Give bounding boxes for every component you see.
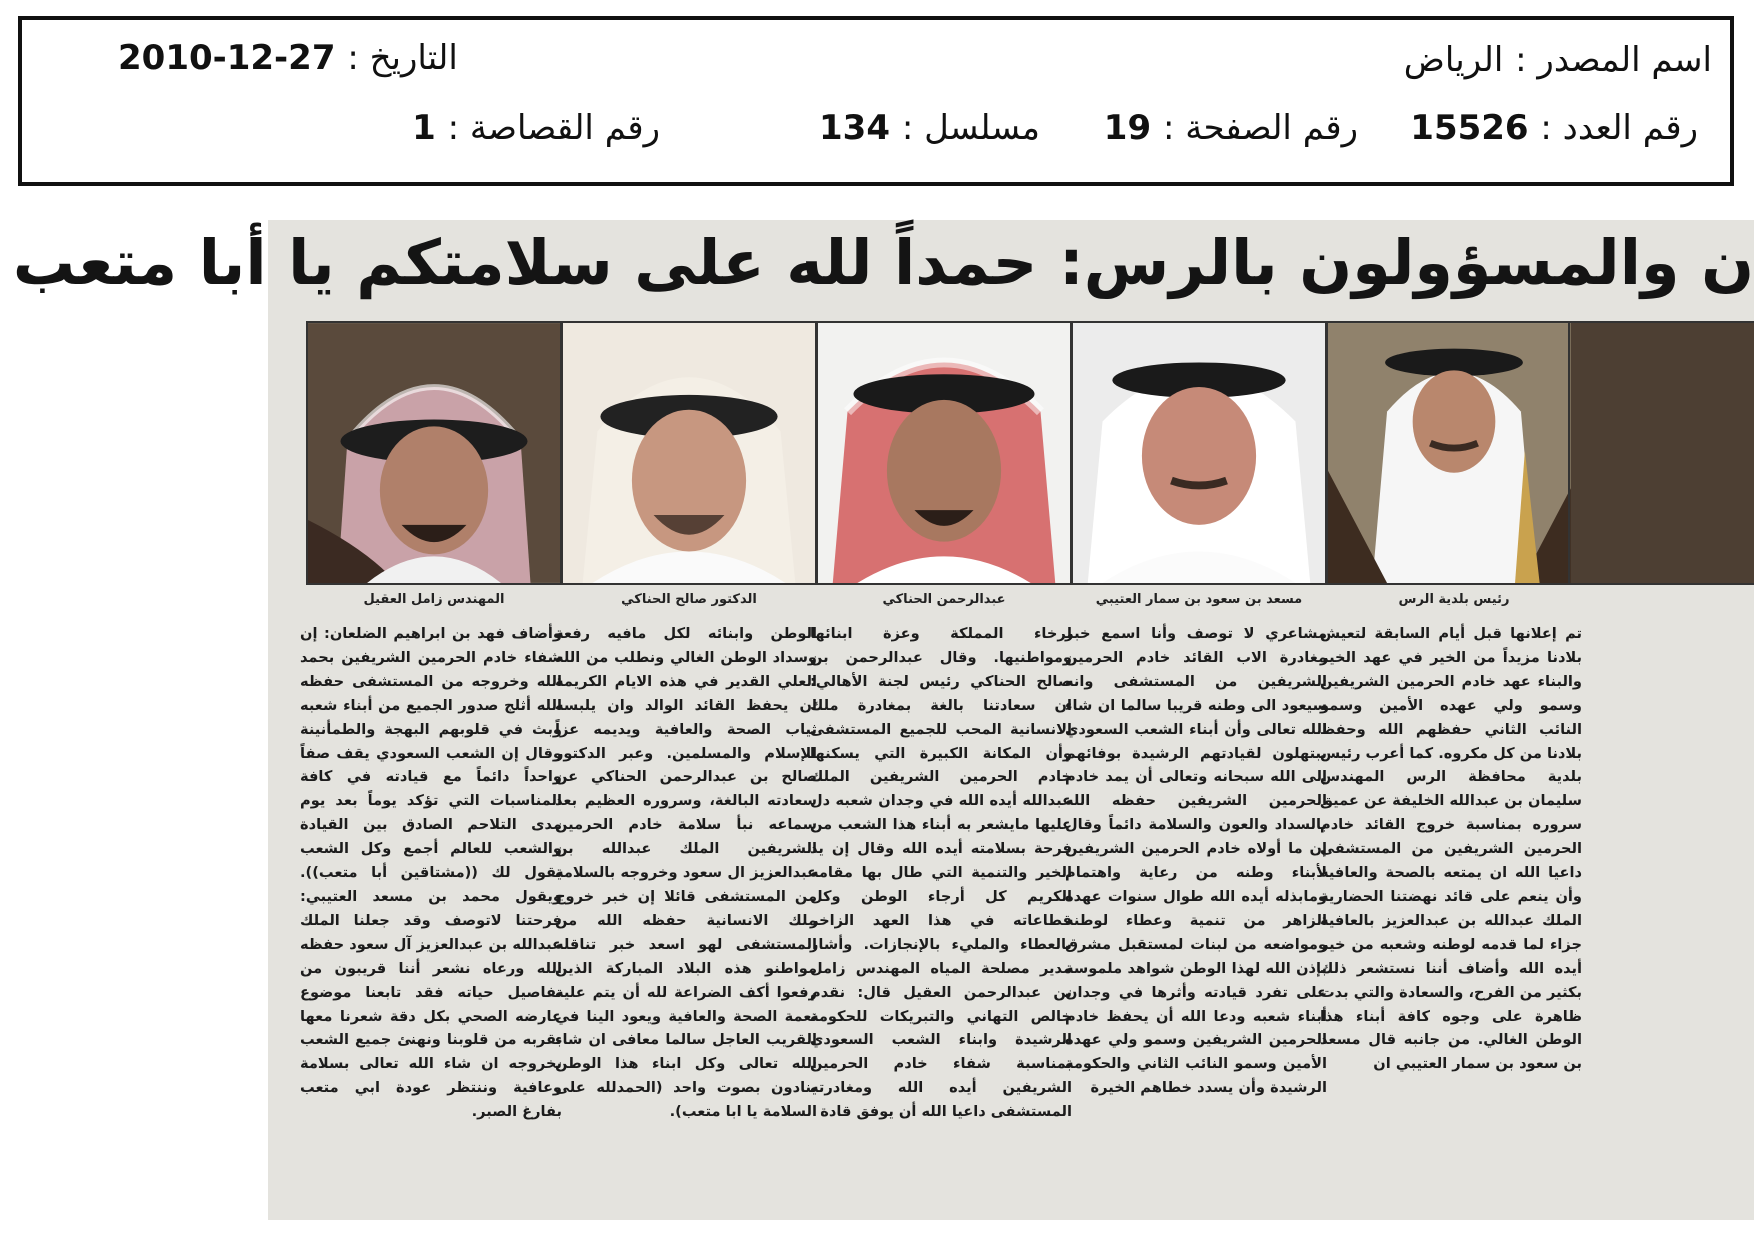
article-column-4 — [555, 622, 817, 1214]
portrait-photo-partial — [1568, 321, 1754, 585]
column-text: لرخاء المملكة وعزة ابنائها ومواطنيها. وقال عبدالرحمن بن صالح الحناكي رئيس لجنة الأهالي: ان سعادتنا بالغة بمغادرة ملك الانسانية المحب للجميع المستشفى وأن المكانة الكبيرة التي يسكنها خادم الحرمين الشريفين الملك عبدالله أيده الله في وجدان شعبه دل عليها مايشعر به أبناء هذا الشعب من فرحة بسلامته أيده الله وقال إن يد الخير والتنمية التي طال بها مقامه الكريم كل أرجاء الوطن وكل قطاعاته في هذا العهد الزاخر بالعطاء والمليء بالإنجازات. وأشار مدير مصلحة المياه المهندس زامل بن عبدالرحمن العقيل قال: نقدم خالص التهاني والتبريكات للحكومة الرشيدة وابناء الشعب السعودي بمناسبة شفاء خادم الحرمين الشريفين أيده الله ومغادرته المستشفى داعيا الله أن يوفق قادة — [810, 625, 1072, 1121]
clip-field — [412, 108, 660, 148]
page-field — [1104, 108, 1358, 148]
article-column-5 — [300, 622, 562, 1214]
portrait-photo-5 — [306, 321, 562, 585]
article-column-2 — [1065, 622, 1327, 1214]
serial-value: 134 — [819, 108, 890, 148]
portrait-image — [563, 323, 815, 583]
portrait-image — [1073, 323, 1325, 583]
caption-2: مسعد بن سعود بن سمار العتيبي — [1095, 592, 1303, 607]
article-headline: ن والمسؤولون بالرس: حمداً لله على سلامتكم يا أبا متعب — [12, 226, 1754, 299]
column-text: تم إعلانها قبل أيام السابقة لتعيش بلادنا مزيداً من الخير في عهد الخير والبناء عهد خادم الحرمين الشريفين وسمو ولي عهده الأمين وسمو النائب الثاني حفظهم الله وحفظ بلادنا من كل مكروه. كما أعرب رئيس بلدية محافظة الرس المهندس سليمان بن عبدالله الخليفة عن عميق سروره بمناسبة خروج القائد خادم الحرمين الشريفين من المستشفى داعيا الله ان يمتعه بالصحة والعافية وأن ينعم على قائد نهضتنا الحضارية الملك عبدالله بن عبدالعزيز بالعافية جزاء لما قدمه لوطنه وشعبه من خير أيده الله وأضاف أننا نستشعر ذلك بكثير من الفرح، والسعادة والتي بدت ظاهرة على وجوه كافة أبناء هذا الوطن الغالي. من جانبه قال مسعد بن سعود بن سمار العتيبي ان — [1320, 625, 1582, 1073]
issue-value: 15526 — [1410, 108, 1529, 148]
portrait-photo-1 — [1326, 321, 1582, 585]
date-label: التاريخ : — [347, 38, 458, 78]
portrait-image — [308, 323, 560, 583]
portrait-photo-4 — [561, 321, 817, 585]
issue-label: رقم العدد : — [1540, 108, 1698, 148]
caption-5: المهندس زامل العقيل — [363, 592, 505, 607]
caption-4: الدكتور صالح الحناكي — [621, 592, 757, 607]
page-value: 19 — [1103, 108, 1152, 148]
portrait-image — [818, 323, 1070, 583]
clip-label: رقم القصاصة : — [447, 108, 660, 148]
caption-1: رئيس بلدية الرس — [1398, 592, 1510, 607]
serial-field — [819, 108, 1040, 148]
source-field — [1404, 40, 1712, 80]
column-text: مشاعري لا توصف وأنا اسمع خبر مغادرة الاب القائد خادم الحرمين الشريفين من المستشفى وانه سيعود الى وطنه قريبا سالما ان شاء الله تعالى وأن أبناء الشعب السعودي يبتهلون لقيادتهم الرشيدة بوفائهم إلى الله سبحانه وتعالى أن يمد خادم الحرمين الشريفين حفظه الله بالسداد والعون والسلامة دائماً وقال إن ما أولاه خادم الحرمين الشريفين لأبناء وطنه من رعاية واهتمام ومابذله أيده الله طوال سنوات عهده الزاهر من تنمية وعطاء لوطنه ومواضعه من لبنات لمستقبل مشرق بإذن الله لهذا الوطن شواهد ملموسة على تفرد قيادته وأثرها في وجدان أبناء شعبه ودعا الله أن يحفظ خادم الحرمين الشريفين وسمو ولي عهده الأمين وسمو النائب الثاني والحكومة الرشيدة وأن يسدد خطاهم الخيرة — [1065, 625, 1327, 1097]
portrait-image — [1570, 323, 1754, 583]
article-column-3 — [810, 622, 1072, 1214]
column-text: الوطن وابنائه لكل مافيه رفعة وسداد الوطن الغالي ونطلب من الله العلي القدير في هذه الايام الكريمة ان يحفظ القائد الوالد وان يلبسه ثياب الصحة والعافية ويديمه عزاً للإسلام والمسلمين. وعبر الدكتور صالح بن عبدالرحمن الحناكي عن سعادته البالغة، وسروره العظيم بعد سماعه نبأ سلامة خادم الحرمين الشريفين الملك عبدالله بن عبدالعزيز ال سعود وخروجه بالسلامة من المستشفى قائلا إن خبر خروج ملك الانسانية حفظه الله من المستشفى لهو اسعد خبر تناقله مواطنو هذه البلاد المباركة الذين رفعوا أكف الضراعة لله أن يتم عليه نعمة الصحة والعافية ويعود الينا في القريب العاجل سالما معافى ان شاء الله تعالى وكل ابناء هذا الوطن ينادون بصوت واحد (الحمدلله على السلامة يا ابا متعب). — [555, 625, 817, 1121]
document-info-box — [18, 16, 1734, 186]
column-text: وأضاف فهد بن ابراهيم الضلعان: إن شفاء خادم الحرمين الشريفين بحمد الله وخروجه من المستشفى حفظه الله أثلج صدور الجميع من أبناء شعبه وبث في قلوبهم البهجة والطمأنينة وقال إن الشعب السعودي يقف صفاً واحداً دائماً مع قيادته في كافة المناسبات التي تؤكد يوماً بعد يوم مدى التلاحم الصادق بين القيادة والشعب للعالم أجمع وكل الشعب يقول لك ((مشتاقين أبا متعب)). ويقول محمد بن مسعد العتيبي: فرحتنا لاتوصف وقد جعلنا الملك عبدالله بن عبدالعزيز آل سعود حفظه الله ورعاه نشعر أننا قريبون من تفاصيل حياته فقد تابعنا موضوع عارضه الصحي بكل دقة شعرنا معها بقربه من قلوبنا ونهنئ جميع الشعب بخروجه ان شاء الله تعالى بسلامة وعافية وننتظر عودة ابي متعب بفارغ الصبر. — [300, 625, 562, 1121]
page-label: رقم الصفحة : — [1162, 108, 1358, 148]
newspaper-clipping — [12, 220, 1754, 1220]
serial-label: مسلسل : — [901, 108, 1040, 148]
source-value: الرياض — [1403, 40, 1504, 80]
caption-3: عبدالرحمن الحناكي — [882, 592, 1006, 607]
portrait-photo-3 — [816, 321, 1072, 585]
clip-value: 1 — [412, 108, 436, 148]
source-label: اسم المصدر : — [1515, 40, 1712, 80]
date-field — [118, 38, 458, 78]
date-value: 2010-12-27 — [118, 38, 336, 78]
article-column-1 — [1320, 622, 1582, 1214]
portrait-image — [1328, 323, 1580, 583]
issue-field — [1410, 108, 1698, 148]
portrait-photo-2 — [1071, 321, 1327, 585]
